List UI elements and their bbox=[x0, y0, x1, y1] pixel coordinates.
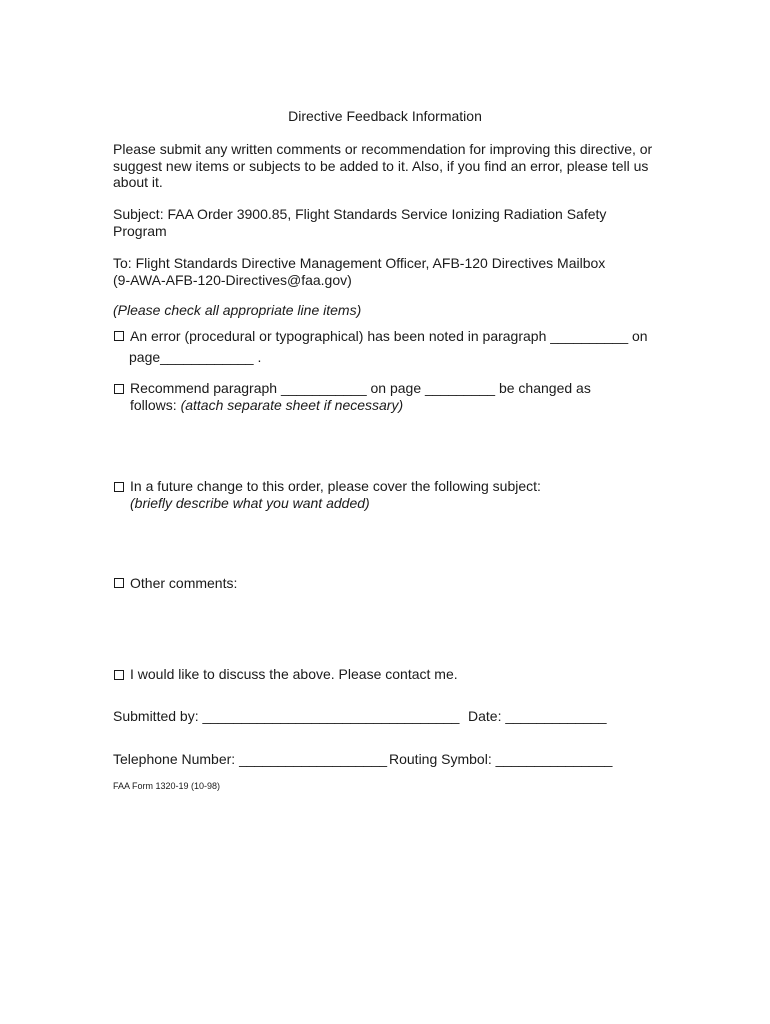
recommend-item-line-2 bbox=[130, 397, 403, 414]
discuss-checkbox[interactable] bbox=[114, 670, 124, 680]
intro-line-3: about it. bbox=[113, 174, 163, 190]
submitted-by-field[interactable]: Submitted by: _________________________________ bbox=[113, 708, 460, 724]
recommend-item-text: Recommend paragraph ___________ on page _________ be changed as bbox=[130, 380, 591, 396]
error-item-page: page____________ . bbox=[129, 349, 262, 365]
future-change-text: In a future change to this order, please cover the following subject: bbox=[130, 478, 541, 494]
error-item-on: on bbox=[632, 328, 648, 344]
future-change-note: (briefly describe what you want added) bbox=[130, 495, 370, 511]
routing-symbol-field[interactable]: Routing Symbol: _______________ bbox=[389, 751, 613, 767]
form-number: FAA Form 1320-19 (10-98) bbox=[113, 781, 221, 791]
future-change-checkbox[interactable] bbox=[114, 482, 124, 492]
subject-line-2: Program bbox=[113, 223, 167, 239]
date-field[interactable]: Date: _____________ bbox=[468, 708, 607, 724]
to-line-1: To: Flight Standards Directive Management Officer, AFB-120 Directives Mailbox bbox=[113, 255, 606, 271]
recommend-follows-label: follows: bbox=[130, 397, 181, 413]
recommend-checkbox[interactable] bbox=[114, 384, 124, 394]
intro-line-2: suggest new items or subjects to be added to it. Also, if you find an error, please tell us bbox=[113, 158, 649, 174]
other-comments-checkbox[interactable] bbox=[114, 578, 124, 588]
telephone-field[interactable]: Telephone Number: ___________________ bbox=[113, 751, 388, 767]
other-comments-text: Other comments: bbox=[130, 575, 238, 591]
form-title: Directive Feedback Information bbox=[288, 108, 482, 124]
error-item-text: An error (procedural or typographical) has been noted in paragraph __________ bbox=[130, 328, 629, 344]
to-line-2: (9-AWA-AFB-120-Directives@faa.gov) bbox=[113, 272, 352, 288]
recommend-attach-note: (attach separate sheet if necessary) bbox=[180, 397, 404, 413]
subject-line-1: Subject: FAA Order 3900.85, Flight Standards Service Ionizing Radiation Safety bbox=[113, 206, 607, 222]
error-checkbox[interactable] bbox=[114, 331, 124, 341]
intro-line-1: Please submit any written comments or recommendation for improving this directive, or bbox=[113, 141, 653, 157]
instruction-text: (Please check all appropriate line items) bbox=[113, 302, 362, 318]
discuss-text: I would like to discuss the above. Please contact me. bbox=[130, 666, 458, 682]
